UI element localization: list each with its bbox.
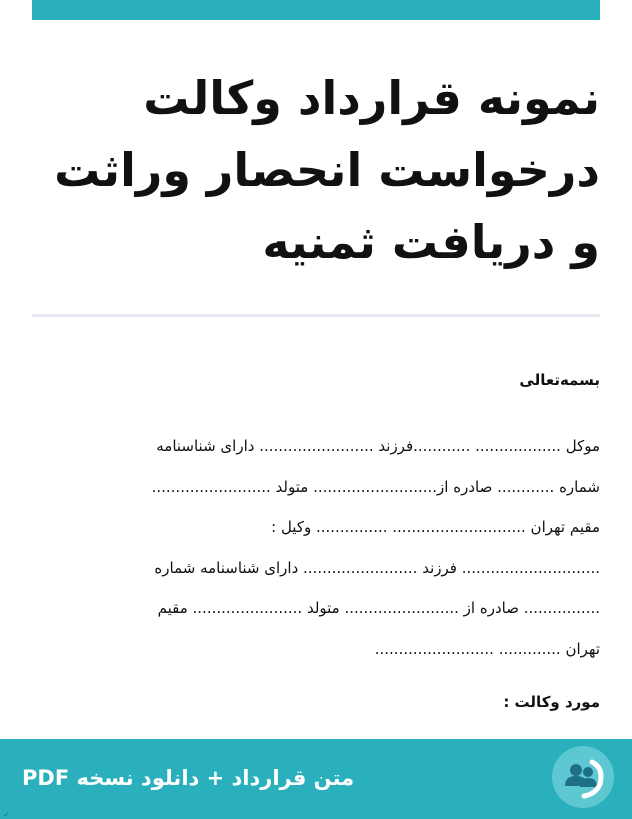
title-line-2: درخواست انحصار وراثت (54, 143, 600, 197)
paragraph-line: ............................. فرزند ........................ دارای شناسنامه شماره (154, 558, 600, 577)
page-title (30, 62, 600, 278)
contract-body (32, 362, 600, 720)
parties-paragraph (32, 426, 600, 669)
title-divider (32, 314, 600, 317)
paragraph-line: ................ صادره از ........................ متولد ....................... مقیم (157, 599, 600, 617)
paragraph-line: مقیم تهران ............................ ............... وکیل : (271, 518, 600, 536)
contract-heading: بسمه‌تعالی (519, 371, 600, 389)
subject-heading: مورد وکالت : (503, 693, 600, 711)
corner-mark: ر (4, 807, 8, 816)
paragraph-line: تهران ............. ......................... (374, 639, 600, 658)
title-line-1: نمونه قرارداد وکالت (143, 71, 600, 125)
download-pdf-link[interactable]: متن قرارداد + دانلود نسخه PDF (22, 766, 355, 790)
download-banner[interactable] (0, 739, 632, 819)
paragraph-line: شماره ............ صادره از.......................... متولد ......................... (151, 477, 600, 496)
title-line-3: و دریافت ثمنیه (262, 215, 600, 269)
top-accent-bar (32, 0, 600, 20)
paragraph-line: موکل .................. ............فرزند ........................ دارای شناسنامه (156, 437, 600, 455)
people-logo-icon[interactable] (552, 746, 614, 808)
